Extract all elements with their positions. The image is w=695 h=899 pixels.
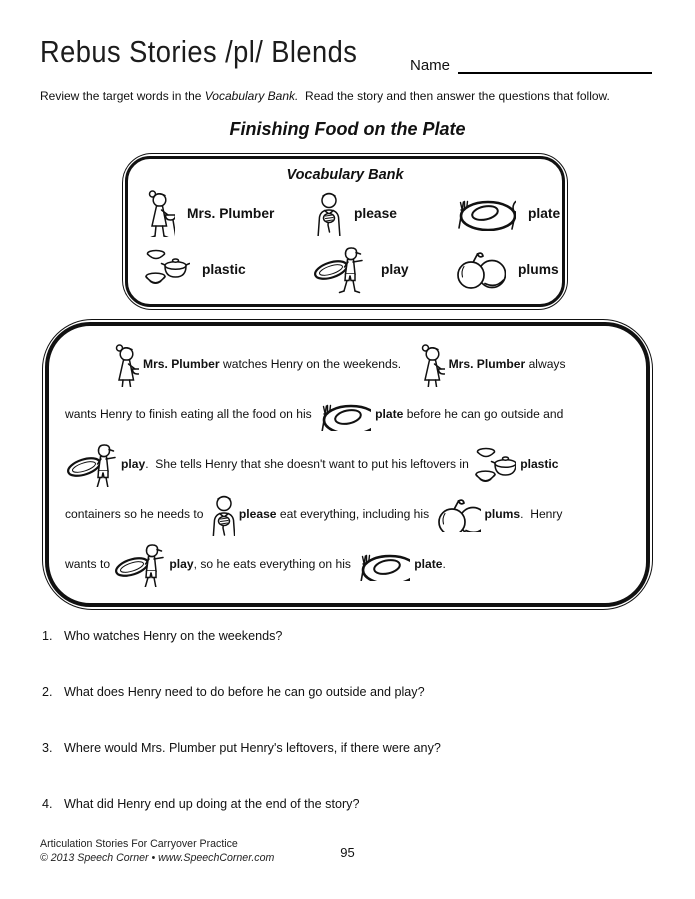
question-text: Who watches Henry on the weekends? bbox=[64, 629, 283, 643]
instructions bbox=[40, 89, 610, 103]
questions-list bbox=[42, 627, 652, 851]
question-text: What did Henry end up doing at the end of the story? bbox=[64, 797, 360, 811]
vocab-grid bbox=[128, 183, 562, 297]
mrs-plumber-icon bbox=[417, 343, 445, 387]
question-text: Where would Mrs. Plumber put Henry's leftovers, if there were any? bbox=[64, 741, 441, 755]
please-icon bbox=[209, 494, 235, 536]
page-number: 95 bbox=[340, 845, 355, 860]
plate-icon bbox=[356, 549, 410, 581]
page-title: Rebus Stories /pl/ Blends bbox=[40, 34, 358, 69]
story-text-span: . bbox=[442, 557, 446, 571]
story-target-word: play bbox=[169, 557, 194, 571]
vocab-label: plums bbox=[518, 261, 559, 277]
footer-copyright: © 2013 Speech Corner • www.SpeechCorner.com bbox=[40, 851, 275, 864]
vocab-item-plums bbox=[452, 241, 562, 297]
story-line bbox=[65, 439, 634, 489]
story-target-word: plate bbox=[375, 407, 404, 421]
story-text bbox=[45, 322, 650, 607]
name-label: Name bbox=[410, 57, 451, 74]
mrs-plumber-icon bbox=[144, 189, 175, 237]
instructions-post: Read the story and then answer the questions that follow. bbox=[298, 89, 610, 103]
vocab-item-plate bbox=[452, 185, 562, 241]
story-target-word: please bbox=[238, 507, 277, 521]
instructions-pre: Review the target words in the bbox=[40, 89, 205, 103]
story-text-span: always bbox=[525, 357, 566, 371]
story-text-span: . Henry bbox=[520, 507, 563, 521]
vocab-label: Mrs. Plumber bbox=[187, 205, 275, 221]
story-line bbox=[65, 389, 634, 439]
story-text-span: eat everything, including his bbox=[276, 507, 433, 521]
question-4 bbox=[42, 795, 652, 814]
vocab-item-plastic bbox=[142, 241, 312, 297]
vocab-label: please bbox=[354, 205, 397, 221]
question-1 bbox=[42, 627, 652, 646]
play-icon bbox=[67, 442, 117, 487]
story-text-span: , so he eats everything on his bbox=[193, 557, 355, 571]
vocabulary-bank-heading: Vocabulary Bank bbox=[286, 167, 404, 183]
play-icon bbox=[314, 245, 369, 294]
name-blank-line bbox=[458, 52, 652, 74]
question-2 bbox=[42, 683, 652, 702]
question-number: 4. bbox=[42, 797, 53, 811]
story-title: Finishing Food on the Plate bbox=[229, 119, 466, 139]
plums-icon bbox=[435, 497, 481, 532]
story-text-span: wants Henry to finish eating all the food on his bbox=[65, 407, 316, 421]
vocab-label: plate bbox=[528, 205, 561, 221]
story-target-word: plums bbox=[484, 507, 521, 521]
vocab-item-play bbox=[312, 241, 452, 297]
play-icon bbox=[115, 542, 165, 587]
story-line bbox=[65, 339, 634, 389]
footer-series-title: Articulation Stories For Carryover Practice bbox=[40, 838, 238, 850]
name-field bbox=[410, 52, 652, 74]
story-box bbox=[42, 319, 653, 610]
story-text-span: wants to bbox=[65, 557, 114, 571]
story-text-span: watches Henry on the weekends. bbox=[219, 357, 415, 371]
mrs-plumber-icon bbox=[111, 343, 139, 387]
plate-icon bbox=[454, 195, 516, 231]
vocab-item-mrs-plumber bbox=[142, 185, 312, 241]
story-line bbox=[65, 539, 634, 589]
story-text-span: before he can go outside and bbox=[403, 407, 564, 421]
vocab-label: plastic bbox=[202, 261, 246, 277]
instructions-italic: Vocabulary Bank. bbox=[204, 89, 299, 103]
story-line bbox=[65, 489, 634, 539]
story-target-word: Mrs. Plumber bbox=[448, 357, 526, 371]
question-3 bbox=[42, 739, 652, 758]
plums-icon bbox=[454, 250, 506, 289]
question-number: 1. bbox=[42, 629, 53, 643]
plate-icon bbox=[317, 399, 371, 431]
plastic-icon bbox=[144, 248, 190, 290]
story-text-span: . She tells Henry that she doesn't want to put his leftovers in bbox=[145, 457, 473, 471]
please-icon bbox=[314, 191, 342, 236]
vocabulary-bank-box bbox=[122, 153, 568, 310]
question-text: What does Henry need to do before he can go outside and play? bbox=[64, 685, 425, 699]
story-target-word: plate bbox=[414, 557, 443, 571]
story-target-word: play bbox=[121, 457, 146, 471]
story-target-word: plastic bbox=[520, 457, 559, 471]
story-target-word: Mrs. Plumber bbox=[143, 357, 220, 371]
story-text-span: containers so he needs to bbox=[65, 507, 207, 521]
question-number: 3. bbox=[42, 741, 53, 755]
vocabulary-bank-inner bbox=[125, 156, 565, 307]
plastic-icon bbox=[474, 446, 516, 484]
question-number: 2. bbox=[42, 685, 53, 699]
vocab-label: play bbox=[381, 261, 409, 277]
vocab-item-please bbox=[312, 185, 452, 241]
